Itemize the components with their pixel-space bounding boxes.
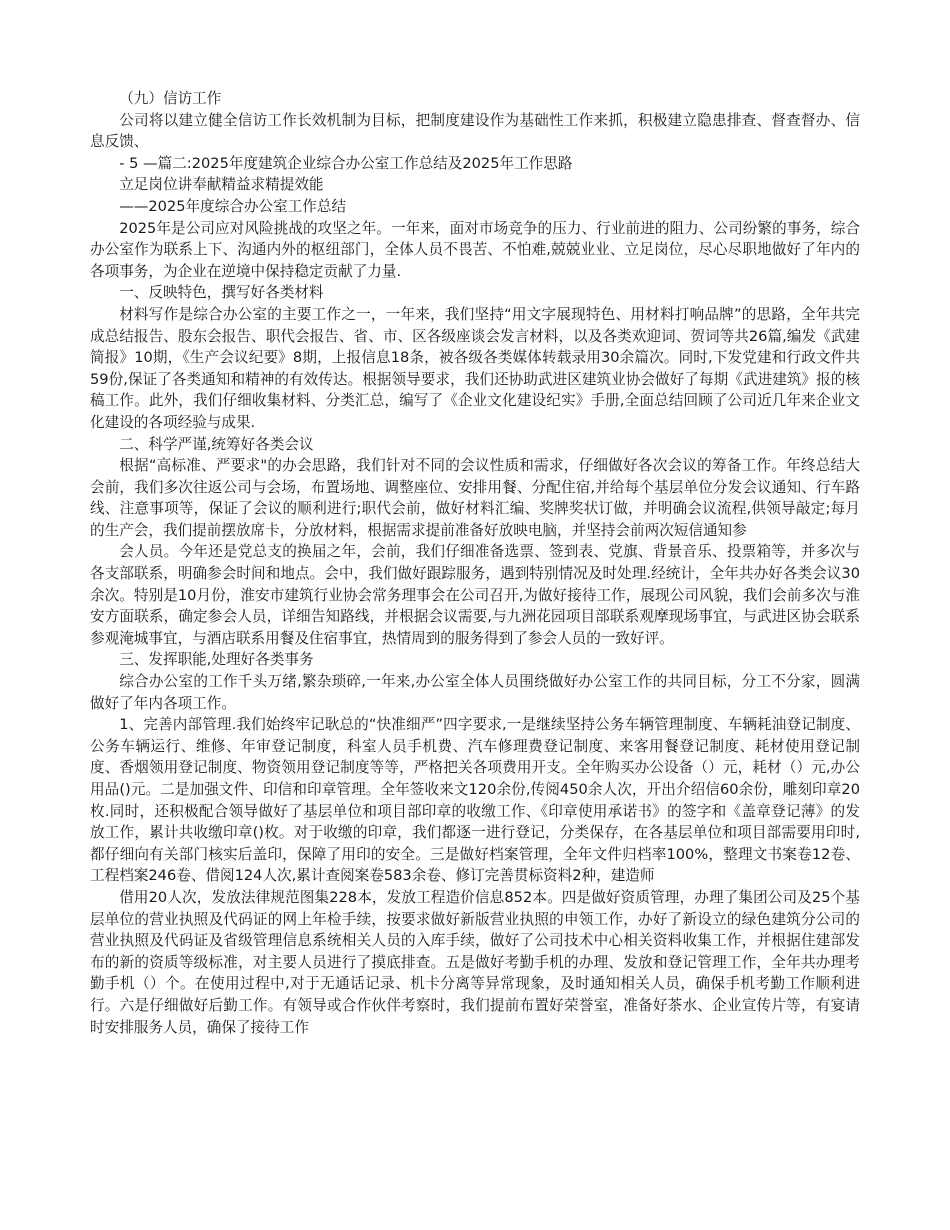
article-heading: 立足岗位讲奉献精益求精提效能 xyxy=(119,176,324,194)
body-paragraph: 2025年是公司应对风险挑战的攻坚之年。一年来，面对市场竞争的压力、行业前进的阻力、公司纷繁的事务，综合办公室作为联系上下、沟通内外的枢纽部门，全体人员不畏苦、不怕难,兢兢业业、立足岗位，尽心尽职地做好了年内的各项事务，为企业在逆境中保持稳定贡献了力量. xyxy=(90,219,860,280)
section-heading-materials: 一、反映特色，撰写好各类材料 xyxy=(119,284,324,302)
body-paragraph: 根据“高标准、严要求"的办会思路，我们针对不同的会议性质和需求，仔细做好各次会议的筹备工作。年终总结大会前，我们多次往返公司与会场，布置场地、调整座位、安排用餐、分配住宿,并给每个基层单位分发会议通知、行车路线、注意事项等，保证了会议的顺利进行;职代会前，做好材料汇编、奖牌奖状订做，并明确会议流程,供领导敲定;每月的生产会，我们提前摆放席卡，分放材料，根据需求提前准备好放映电脑，并坚持会前两次短信通知参 xyxy=(90,457,860,539)
section-heading-meetings: 二、科学严谨,统筹好各类会议 xyxy=(119,435,314,453)
body-paragraph: 公司将以建立健全信访工作长效机制为目标，把制度建设作为基础性工作来抓，积极建立隐患排查、督查督办、信息反馈、 xyxy=(90,111,860,151)
body-paragraph: 借用20人次，发放法律规范图集228本，发放工程造价信息852本。四是做好资质管理，办理了集团公司及25个基层单位的营业执照及代码证的网上年检手续，按要求做好新版营业执照的申领工作，办好了新设立的绿色建筑分公司的营业执照及代码证及省级管理信息系统相关人员的入库手续，做好了公司技术中心相关资料收集工作，并根据住建部发布的新的资质等级标准，对主要人员进行了摸底排查。五是做好考勤手机的办理、发放和登记管理工作，全年共办理考勤手机（）个。在使用过程中,对于无通话记录、机卡分离等异常现象，及时通知相关人员，确保手机考勤工作顺利进行。六是仔细做好后勤工作。有领导或合作伙伴考察时，我们提前布置好荣誉室，准备好茶水、企业宣传片等，有宴请时安排服务人员，确保了接待工作 xyxy=(90,888,860,1036)
body-paragraph: 综合办公室的工作千头万绪,繁杂琐碎,一年来,办公室全体人员围绕做好办公室工作的共同目标，分工不分家，圆满做好了年内各项工作。 xyxy=(90,673,860,712)
page-marker-and-article-title: - 5 —篇二:2025年度建筑企业综合办公室工作总结及2025年工作思路 xyxy=(119,154,573,172)
body-paragraph: 材料写作是综合办公室的主要工作之一，一年来，我们坚持“用文字展现特色、用材料打响品牌”的思路，全年共完成总结报告、股东会报告、职代会报告、省、市、区各级座谈会发言材料，以及各类欢迎词、贺词等共26篇,编发《武建简报》10期，《生产会议纪要》8期，上报信息18条，被各级各类媒体转载录用30余篇次。同时,下发党建和行政文件共59份,保证了各类通知和精神的有效传达。根据领导要求，我们还协助武进区建筑业协会做好了每期《武进建筑》报的核稿工作。此外，我们仔细收集材料、分类汇总，编写了《企业文化建设纪实》手册,全面总结回顾了公司近几年来企业文化建设的各项经验与成果. xyxy=(90,305,860,431)
section-heading-affairs: 三、发挥职能,处理好各类事务 xyxy=(119,651,314,669)
article-subheading: ——2025年度综合办公室工作总结 xyxy=(119,197,347,215)
body-paragraph: 1、完善内部管理.我们始终牢记耿总的“快准细严”四字要求,一是继续坚持公务车辆管理制度、车辆耗油登记制度、公务车辆运行、维修、年审登记制度，科室人员手机费、汽车修理费登记制度、来客用餐登记制度、耗材使用登记制度、香烟领用登记制度、物资领用登记制度等等，严格把关各项费用开支。全年购买办公设备（）元，耗材（）元,办公用品()元。二是加强文件、印信和印章管理。全年签收来文120余份,传阅450余人次，开出介绍信60余份，雕刻印章20枚.同时，还积极配合领导做好了基层单位和项目部印章的收缴工作、《印章使用承诺书》的签字和《盖章登记薄》的发放工作，累计共收缴印章()枚。对于收缴的印章，我们都逐一进行登记，分类保存，在各基层单位和项目部需要用印时,都仔细向有关部门核实后盖印，保障了用印的安全。三是做好档案管理，全年文件归档率100%，整理文书案卷12卷、工程档案246卷、借阅124人次,累计查阅案卷583余卷、修订完善贯标资料2种，建造师 xyxy=(90,716,860,885)
body-paragraph: 会人员。今年还是党总支的换届之年，会前，我们仔细准备选票、签到表、党旗、背景音乐、投票箱等，并多次与各支部联系，明确参会时间和地点。会中，我们做好跟踪服务，遇到特别情况及时处理.经统计，全年共办好各类会议30余次。特别是10月份，淮安市建筑行业协会常务理事会在公司召开,为做好接待工作，展现公司风貌，我们会前多次与淮安方面联系，确定参会人员，详细告知路线，并根据会议需要,与九洲花园项目部联系观摩现场事宜，与武进区协会联系参观淹城事宜，与酒店联系用餐及住宿事宜，热情周到的服务得到了参会人员的一致好评。 xyxy=(90,543,860,647)
section-heading-letters-visits: （九）信访工作 xyxy=(119,90,222,107)
